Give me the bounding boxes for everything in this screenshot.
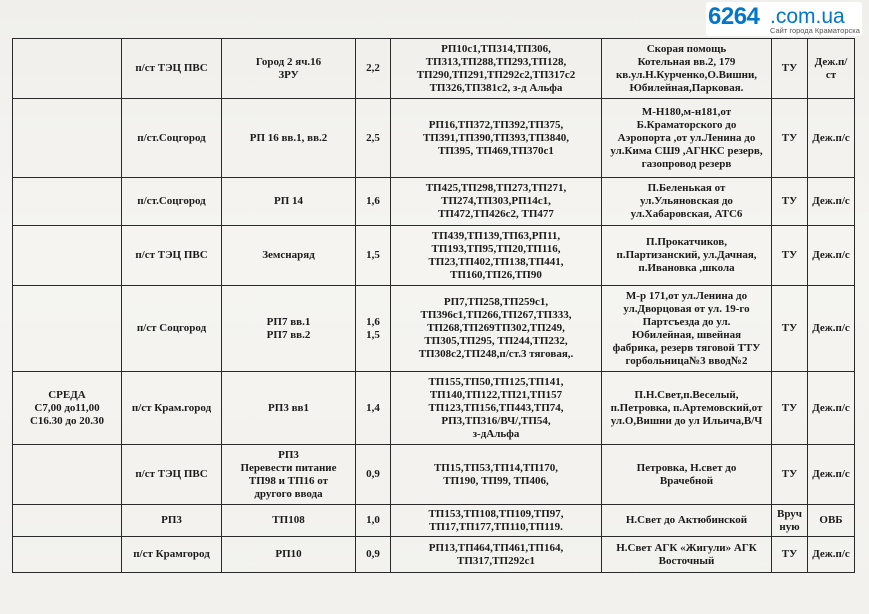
responsible-line: ную xyxy=(779,520,800,533)
consumer-line: М-р 171,от ул.Ленина до xyxy=(625,289,748,302)
consumer-line: ул.Хабаровская, АТС6 xyxy=(630,208,743,220)
tp-line: ТП155,ТП50,ТП125,ТП141, xyxy=(428,375,564,388)
object-line: РП 16 вв.1, вв.2 xyxy=(249,131,328,144)
substation-cell: п/ст Соцгород xyxy=(122,286,222,372)
responsible-cell: ТУ xyxy=(772,372,808,445)
object-line: РП10 xyxy=(275,548,302,560)
day-cell xyxy=(13,226,122,286)
substation-cell: п/ст Крам.город xyxy=(122,372,222,445)
consumers-cell xyxy=(602,178,772,226)
object-line: РП7 вв.1 xyxy=(266,315,311,328)
tp-line: ТП395, ТП469,ТП370с1 xyxy=(438,144,554,157)
table-row xyxy=(13,178,855,226)
duty-cell: Деж.п/с xyxy=(808,226,855,286)
tp-list-cell xyxy=(391,372,602,445)
consumers-cell xyxy=(602,372,772,445)
responsible-cell: ТУ xyxy=(772,226,808,286)
tp-line: ТП305,ТП295, ТП244,ТП232, xyxy=(424,335,568,347)
consumer-line: п.Петровка, п.Артемовский,от xyxy=(610,401,763,414)
day-cell xyxy=(13,99,122,178)
duty-cell: Деж.п/с xyxy=(808,537,855,573)
watermark-domain: .com.ua xyxy=(770,5,845,28)
load-cell: 1,4 xyxy=(356,372,391,445)
day-cell xyxy=(13,537,122,573)
substation-cell: п/ст ТЭЦ ПВС xyxy=(122,445,222,505)
consumer-line: газопровод резерв xyxy=(641,157,732,170)
consumers-cell xyxy=(602,39,772,99)
tp-line: ТП17,ТП177,ТП110,ТП119. xyxy=(429,520,563,533)
load-cell: 2,2 xyxy=(356,39,391,99)
load-cell: 1,6 xyxy=(356,178,391,226)
load-line: 1,6 xyxy=(366,315,380,328)
consumers-cell xyxy=(602,226,772,286)
consumer-line: п.Партизанский, ул.Дачная, xyxy=(616,249,757,261)
consumer-line: кв.ул.Н.Курченко,О.Вишни, xyxy=(615,68,758,81)
object-line: РП3 вв1 xyxy=(268,401,309,414)
tp-line: ТП313,ТП288,ТП293,ТП128, xyxy=(425,55,567,68)
consumer-line: Б.Краматорского до xyxy=(636,118,737,131)
consumers-cell xyxy=(602,505,772,537)
consumer-line: Котельная вв.2, 179 xyxy=(637,55,736,68)
responsible-cell: ТУ xyxy=(772,178,808,226)
object-cell xyxy=(222,537,356,573)
consumer-line: ул.Кима СШ9 ,АГНКС резерв, xyxy=(610,144,763,157)
consumer-line: п.Ивановка ,школа xyxy=(638,262,735,274)
object-line: ТП98 и ТП16 от xyxy=(248,474,329,487)
tp-line: РП16,ТП372,ТП392,ТП375, xyxy=(428,118,564,131)
tp-line: ТП391,ТП390,ТП393,ТП3840, xyxy=(422,131,570,144)
responsible-cell: ТУ xyxy=(772,445,808,505)
tp-line: ТП23,ТП402,ТП138,ТП441, xyxy=(428,255,564,268)
consumers-cell xyxy=(602,99,772,178)
consumer-line: Восточный xyxy=(658,554,715,567)
object-line: ЗРУ xyxy=(278,68,299,81)
tp-line: ТП140,ТП122,ТП21,ТП157 xyxy=(429,388,563,401)
object-line: ТП108 xyxy=(272,514,305,526)
load-cell: 1,0 xyxy=(356,505,391,537)
tp-list-cell xyxy=(391,537,602,573)
tp-list-cell xyxy=(391,445,602,505)
responsible-cell: ТУ xyxy=(772,39,808,99)
object-line: РП 14 xyxy=(273,195,304,207)
day-cell xyxy=(13,445,122,505)
consumer-line: П.Беленькая от xyxy=(647,182,726,194)
responsible-cell: ТУ xyxy=(772,99,808,178)
duty-cell: Деж.п/ст xyxy=(808,39,855,99)
object-line: Перевести питание xyxy=(240,461,337,474)
tp-line: ТП396с1,ТП266,ТП267,ТП333, xyxy=(420,309,572,321)
tp-line: ТП425,ТП298,ТП273,ТП271, xyxy=(425,182,567,194)
duty-cell: Деж.п/с xyxy=(808,445,855,505)
tp-list-cell xyxy=(391,99,602,178)
object-line: РП7 вв.2 xyxy=(266,328,311,341)
substation-cell: РП3 xyxy=(122,505,222,537)
table-row xyxy=(13,445,855,505)
day-cell xyxy=(13,372,122,445)
load-cell: 2,5 xyxy=(356,99,391,178)
consumer-line: ул.О,Вишни до ул Ильича,В/Ч xyxy=(610,414,763,427)
tp-list-cell xyxy=(391,505,602,537)
consumer-line: Юбилейная,Парковая. xyxy=(629,81,744,94)
object-cell xyxy=(222,372,356,445)
object-cell xyxy=(222,505,356,537)
consumer-line: Н.Свет АГК «Жигули» АГК xyxy=(616,541,757,554)
load-cell: 1,5 xyxy=(356,226,391,286)
tp-line: ТП326,ТП381с2, з-д Альфа xyxy=(429,81,563,94)
consumer-line: П.Н.Свет,п.Веселый, xyxy=(634,388,739,401)
tp-line: ТП15,ТП53,ТП14,ТП170, xyxy=(433,461,559,474)
consumer-line: ул.Дворцовая от ул. 19-го xyxy=(623,302,750,315)
tp-line: РП7,ТП258,ТП259с1, xyxy=(443,296,549,308)
tp-line: ТП268,ТП269ТП302,ТП249, xyxy=(427,322,565,334)
consumer-line: ул.Ульяновская до xyxy=(640,195,733,207)
consumers-cell xyxy=(602,537,772,573)
responsible-cell: ТУ xyxy=(772,286,808,372)
duty-cell: Деж.п/с xyxy=(808,286,855,372)
day-name: СРЕДА xyxy=(48,388,86,401)
load-cell xyxy=(356,286,391,372)
duty-cell: Деж.п/с xyxy=(808,99,855,178)
object-cell xyxy=(222,39,356,99)
object-cell xyxy=(222,226,356,286)
consumers-cell xyxy=(602,286,772,372)
substation-cell: п/ст.Соцгород xyxy=(122,99,222,178)
table-row xyxy=(13,99,855,178)
tp-line: з-дАльфа xyxy=(472,427,520,440)
duty-cell: Деж.п/с xyxy=(808,372,855,445)
tp-list-cell xyxy=(391,178,602,226)
tp-line: ТП160,ТП26,ТП90 xyxy=(450,268,542,281)
tp-line: РП13,ТП464,ТП461,ТП164, xyxy=(428,541,564,554)
load-line: 1,5 xyxy=(366,328,380,341)
consumer-line: Н.Свет до Актюбинской xyxy=(625,514,748,526)
object-cell xyxy=(222,99,356,178)
time-range: С16.30 до 20.30 xyxy=(29,414,104,427)
object-line: другого ввода xyxy=(254,487,323,500)
tp-line: ТП153,ТП108,ТП109,ТП97, xyxy=(428,507,564,520)
day-cell xyxy=(13,505,122,537)
consumer-line: Партсъезда до ул. xyxy=(642,315,731,328)
table-row xyxy=(13,505,855,537)
consumer-line: Аэропорта ,от ул.Ленина до xyxy=(617,131,756,144)
tp-line: ТП190, ТП99, ТП406, xyxy=(443,474,549,487)
consumer-line: Врачебной xyxy=(659,474,714,487)
tp-line: ТП123,ТП156,ТП443,ТП74, xyxy=(428,401,564,414)
duty-cell: Деж.п/с xyxy=(808,178,855,226)
tp-line: РП10с1,ТП314,ТП306, xyxy=(441,42,551,55)
responsible-cell: ТУ xyxy=(772,537,808,573)
duty-cell: ОВБ xyxy=(808,505,855,537)
tp-line: ТП472,ТП426с2, ТП477 xyxy=(438,208,554,220)
load-cell: 0,9 xyxy=(356,445,391,505)
load-cell: 0,9 xyxy=(356,537,391,573)
watermark-number: 6264 xyxy=(708,3,760,30)
tp-line: ТП290,ТП291,ТП292с2,ТП317с2 xyxy=(416,68,576,81)
tp-line: РП3,ТП316/ВЧ/,ТП54, xyxy=(441,414,551,427)
day-cell xyxy=(13,286,122,372)
object-line: Город 2 яч.16 xyxy=(255,55,322,68)
tp-line: ТП317,ТП292с1 xyxy=(457,554,535,567)
object-line: Земснаряд xyxy=(262,249,315,261)
table-row xyxy=(13,372,855,445)
object-cell xyxy=(222,445,356,505)
consumer-line: Скорая помощь xyxy=(646,42,727,55)
time-range: С7,00 до11,00 xyxy=(34,401,100,414)
table-row xyxy=(13,39,855,99)
table-row xyxy=(13,226,855,286)
consumers-cell xyxy=(602,445,772,505)
object-cell xyxy=(222,286,356,372)
responsible-cell xyxy=(772,505,808,537)
tp-list-cell xyxy=(391,286,602,372)
consumer-line: Юбилейная, швейная xyxy=(631,328,742,341)
substation-cell: п/ст ТЭЦ ПВС xyxy=(122,39,222,99)
site-watermark-logo[interactable] xyxy=(706,2,862,36)
watermark-tagline: Сайт города Краматорска xyxy=(770,26,860,35)
substation-cell: п/ст ТЭЦ ПВС xyxy=(122,226,222,286)
tp-list-cell xyxy=(391,226,602,286)
tp-line: ТП274,ТП303,РП14с1, xyxy=(441,195,551,207)
tp-list-cell xyxy=(391,39,602,99)
consumer-line: П.Прокатчиков, xyxy=(646,236,727,248)
tp-line: ТП193,ТП95,ТП20,ТП116, xyxy=(431,242,561,255)
day-cell xyxy=(13,178,122,226)
tp-line: ТП439,ТП139,ТП63,РП11, xyxy=(431,229,561,242)
outage-schedule-table xyxy=(12,38,855,573)
substation-cell: п/ст.Соцгород xyxy=(122,178,222,226)
table-row xyxy=(13,286,855,372)
table-row xyxy=(13,537,855,573)
responsible-line: Вруч xyxy=(776,507,802,520)
consumer-line: фабрика, резерв тяговой ТТУ xyxy=(612,341,761,354)
consumer-line: М-Н180,м-н181,от xyxy=(641,105,732,118)
object-line: РП3 xyxy=(278,448,299,461)
day-cell xyxy=(13,39,122,99)
consumer-line: горбольница№3 ввод№2 xyxy=(625,354,748,367)
tp-line: ТП308с2,ТП248,п/ст.3 тяговая,. xyxy=(418,348,574,360)
substation-cell: п/ст Крамгород xyxy=(122,537,222,573)
object-cell xyxy=(222,178,356,226)
consumer-line: Петровка, Н.свет до xyxy=(636,461,737,474)
